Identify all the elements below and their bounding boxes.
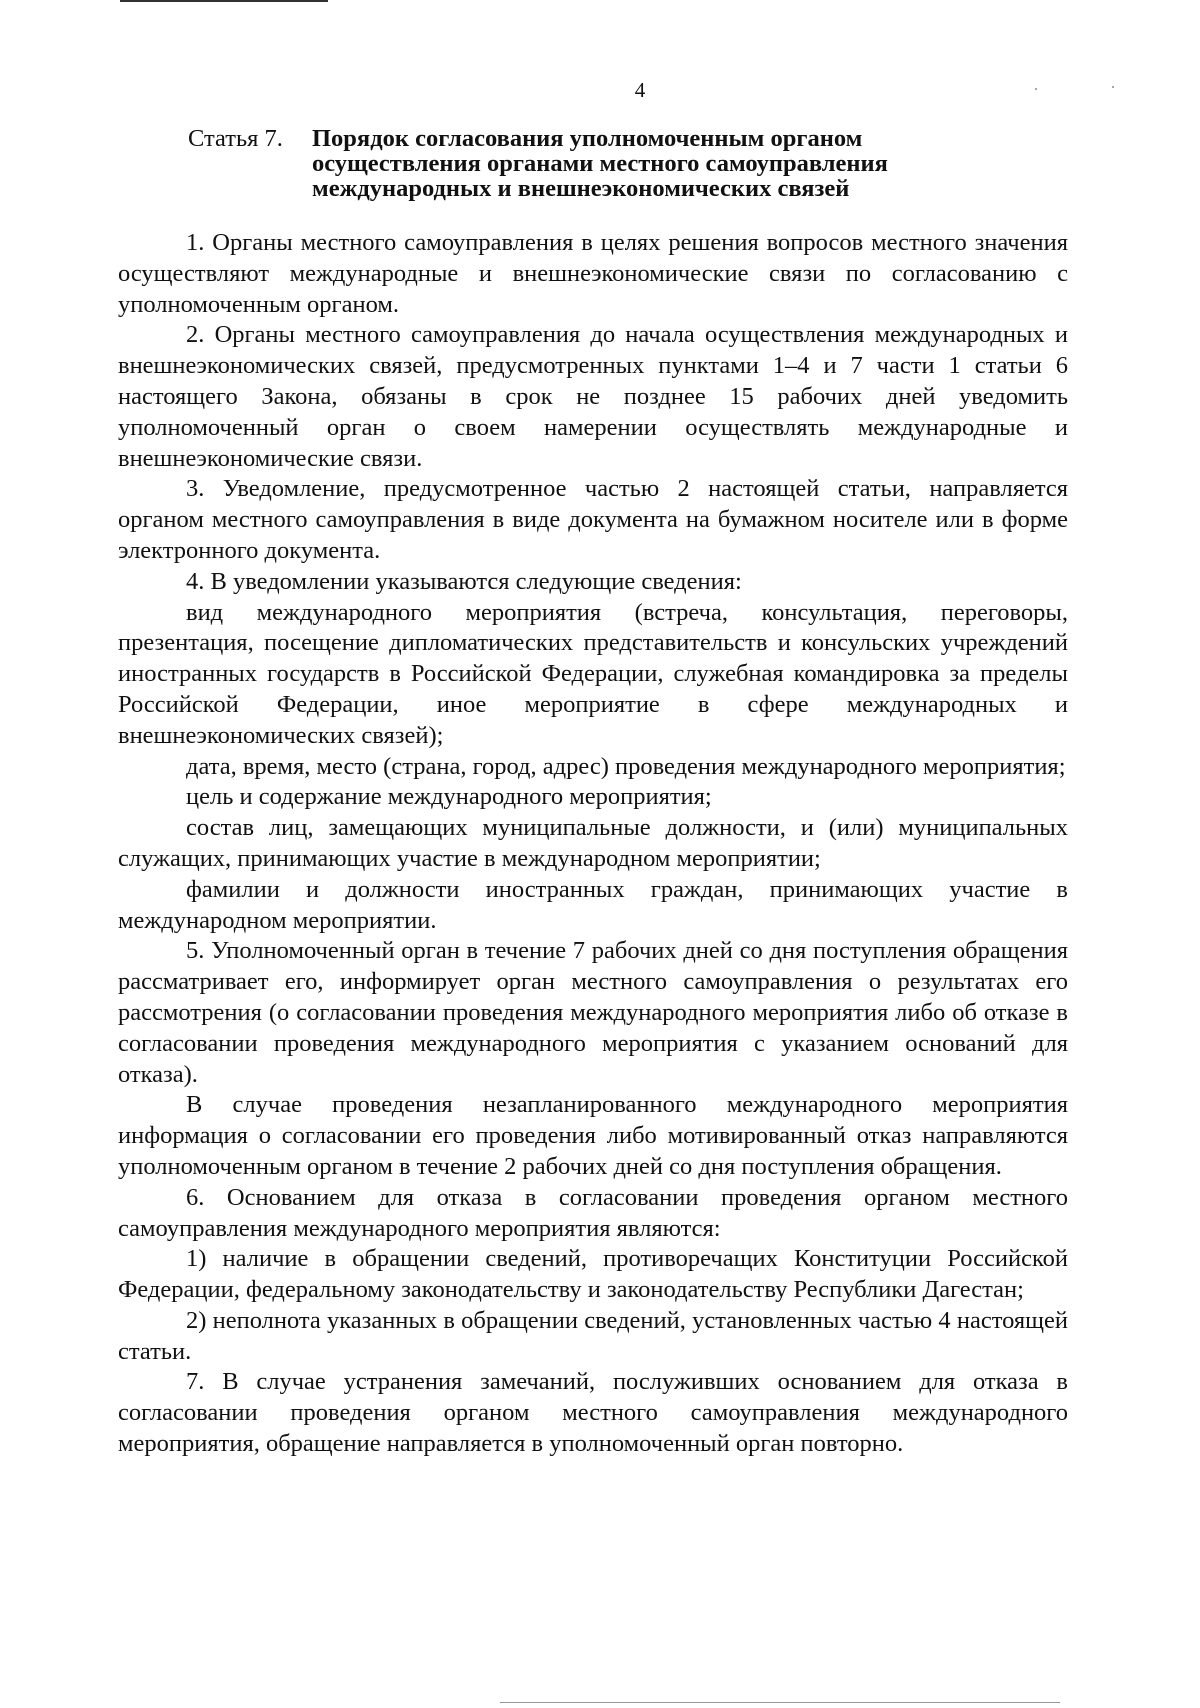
- paragraph-part-2: 2. Органы местного самоуправления до начала осуществления международных и внешнеэкономических связей, предусмотренных пунктами 1–4 и 7 части 1 статьи 6 настоящего Закона, обязаны в срок не позднее 15 рабочих дней уведомить уполномоченный орган о своем намерении осуществлять международные и внешнеэкономические связи.: [118, 321, 1068, 472]
- paragraph-part-4: 4. В уведомлении указываются следующие сведения:: [186, 567, 742, 595]
- list-item-participants: состав лиц, замещающих муниципальные должности, и (или) муниципальных служащих, принимающих участие в международном мероприятии;: [118, 814, 1068, 872]
- list-item-foreign-citizens: фамилии и должности иностранных граждан, принимающих участие в международном мероприятии.: [118, 875, 1068, 934]
- article-title-line: международных и внешнеэкономических связей: [312, 175, 850, 202]
- page-number: 4: [634, 78, 646, 102]
- bottom-scan-edge-line: [500, 1702, 1060, 1703]
- list-item-purpose: цель и содержание международного мероприятия;: [186, 783, 712, 811]
- scan-speck: [1035, 88, 1037, 90]
- scan-speck: [1112, 86, 1114, 88]
- paragraph-part-3: 3. Уведомление, предусмотренное частью 2 настоящей статьи, направляется органом местного самоуправления в виде документа на бумажном носителе или в форме электронного документа.: [118, 475, 1068, 564]
- article-title: [312, 126, 888, 201]
- paragraph-part-5: 5. Уполномоченный орган в течение 7 рабочих дней со дня поступления обращения рассматривает его, информирует орган местного самоуправления о результатах его рассмотрения (о согласовании проведения международного мероприятия либо об отказе в согласовании проведения международного мероприятия с указанием оснований для отказа).: [118, 937, 1068, 1088]
- paragraph-unplanned-event: В случае проведения незапланированного международного мероприятия информация о согласовании его проведения либо мотивированный отказ направляются уполномоченным органом в течение 2 рабочих дней со дня поступления обращения.: [118, 1091, 1068, 1180]
- paragraph-part-7: 7. В случае устранения замечаний, послуживших основанием для отказа в согласовании проведения органом местного самоуправления международного мероприятия, обращение направляется в уполномоченный орган повторно.: [118, 1368, 1068, 1458]
- article-title-line: Порядок согласования уполномоченным органом: [312, 125, 863, 152]
- list-item-event-type: вид международного мероприятия (встреча, консультация, переговоры, презентация, посещение дипломатических представительств и консульских учреждений иностранных государств в Российской Федерации, служебная командировка за пределы Российской Федерации, иное мероприятие в сфере международных и внешнеэкономических связей);: [118, 598, 1068, 749]
- paragraph-part-6: 6. Основанием для отказа в согласовании проведения органом местного самоуправления международного мероприятия являются:: [118, 1183, 1068, 1242]
- article-title-line: осуществления органами местного самоуправления: [312, 150, 888, 177]
- article-prefix: Статья 7.: [188, 125, 283, 152]
- list-item-incompleteness: 2) неполнота указанных в обращении сведений, установленных частью 4 настоящей статьи.: [118, 1306, 1068, 1365]
- list-item-contradiction: 1) наличие в обращении сведений, противоречащих Конституции Российской Федерации, федеральному законодательству и законодательству Республики Дагестан;: [118, 1245, 1068, 1304]
- paragraph-part-1: 1. Органы местного самоуправления в целях решения вопросов местного значения осуществляют международные и внешнеэкономические связи по согласованию с уполномоченным органом.: [118, 229, 1068, 318]
- article-body: [118, 228, 1068, 1460]
- top-scan-edge-line: [120, 0, 328, 2]
- list-item-date-place: дата, время, место (страна, город, адрес) проведения международного мероприятия;: [186, 752, 1066, 780]
